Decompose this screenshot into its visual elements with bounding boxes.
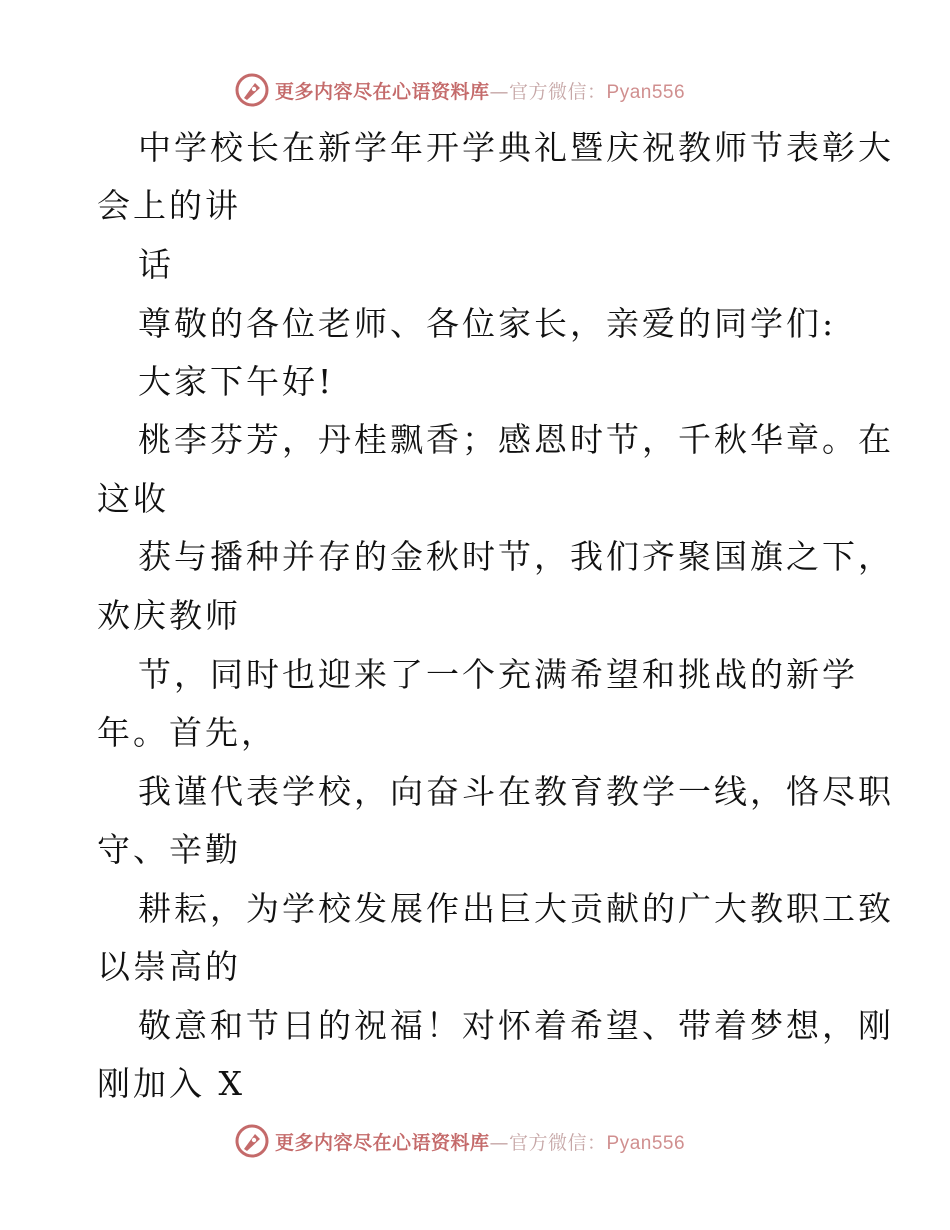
watermark-main: 更多内容尽在心语资料库 bbox=[275, 80, 490, 103]
doc-line: 我谨代表学校，向奋斗在教育教学一线，恪尽职 bbox=[138, 772, 894, 811]
pen-nib-logo-icon bbox=[235, 1124, 269, 1158]
doc-line: 会上的讲 bbox=[97, 186, 241, 225]
doc-line: 守、辛勤 bbox=[97, 830, 241, 869]
doc-line: 桃李芬芳，丹桂飘香；感恩时节，千秋华章。在 bbox=[138, 420, 894, 459]
doc-line: 话 bbox=[138, 245, 174, 284]
doc-line: 欢庆教师 bbox=[97, 596, 241, 635]
doc-line: 耕耘，为学校发展作出巨大贡献的广大教职工致 bbox=[138, 889, 894, 928]
doc-line: 中学校长在新学年开学典礼暨庆祝教师节表彰大 bbox=[138, 128, 894, 167]
watermark-label: 官方微信： bbox=[509, 80, 607, 103]
doc-line: 这收 bbox=[97, 479, 169, 518]
watermark-dash: — bbox=[489, 80, 510, 103]
doc-line: 敬意和节日的祝福！对怀着希望、带着梦想，刚 bbox=[138, 1006, 894, 1045]
watermark-label: 官方微信： bbox=[509, 1131, 607, 1154]
watermark-text bbox=[275, 1128, 685, 1155]
doc-line: 年。首先， bbox=[97, 713, 277, 752]
watermark-code: Pyan556 bbox=[606, 1132, 686, 1154]
header-watermark bbox=[235, 72, 685, 108]
watermark-dash: — bbox=[489, 1131, 510, 1154]
pen-nib-logo-icon bbox=[235, 73, 269, 107]
doc-line: 尊敬的各位老师、各位家长，亲爱的同学们: bbox=[138, 304, 837, 343]
doc-line: 以崇高的 bbox=[97, 947, 241, 986]
watermark-main: 更多内容尽在心语资料库 bbox=[275, 1131, 490, 1154]
doc-line: 大家下午好! bbox=[138, 362, 335, 401]
doc-line: 刚加入 X bbox=[97, 1064, 245, 1103]
watermark-text bbox=[275, 77, 685, 104]
footer-watermark bbox=[235, 1123, 685, 1159]
watermark-code: Pyan556 bbox=[606, 81, 686, 103]
doc-line: 获与播种并存的金秋时节，我们齐聚国旗之下， bbox=[138, 537, 894, 576]
doc-line: 节，同时也迎来了一个充满希望和挑战的新学 bbox=[138, 655, 858, 694]
